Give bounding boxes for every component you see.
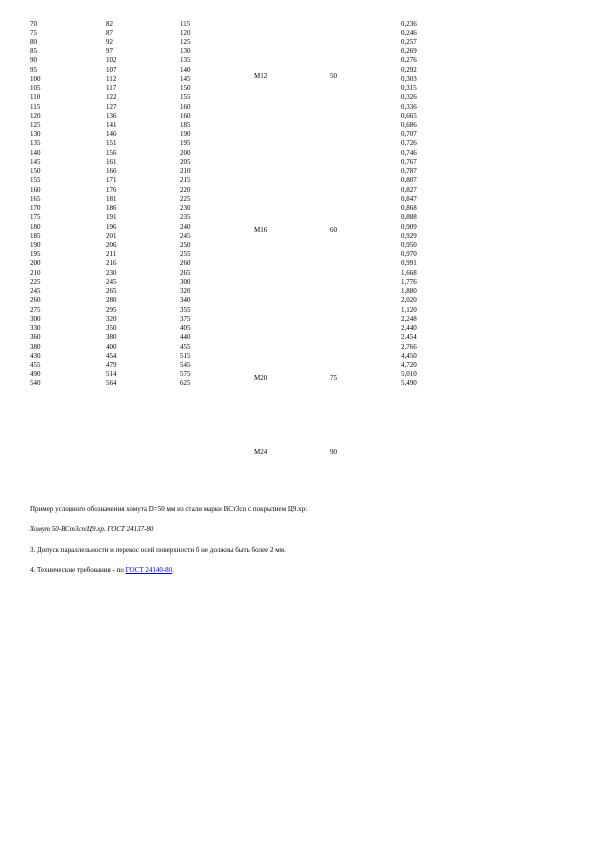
table-row [0,38,595,47]
table-cell: 380 [106,333,117,342]
table-cell: 0,292 [401,65,417,74]
table-cell: 1,668 [401,268,417,277]
table-cell: 140 [30,148,41,157]
table-cell: 211 [106,250,117,259]
table-cell: 455 [180,342,191,351]
table-cell: 0,827 [401,185,417,194]
table-cell: 255 [180,250,191,259]
table-row [0,370,595,379]
table-cell: 0,707 [401,130,417,139]
table-cell: 160 [180,102,191,111]
table-cell: 130 [180,47,191,56]
table-cell: 350 [106,324,117,333]
table-cell: 260 [180,259,191,268]
table-cell: 206 [106,241,117,250]
table-cell: 230 [106,268,117,277]
designation-formula-text: Хомут 50-ВСт3сп/Ц9.хр. ГОСТ 24137-80 [30,525,154,533]
table-cell: 545 [180,361,191,369]
group-value-label: 90 [330,448,337,456]
table-cell: 405 [180,324,191,333]
table-cell: 564 [106,379,117,388]
table-cell: 0,888 [401,213,417,222]
table-row [0,352,595,361]
table-row [0,195,595,204]
table-row [0,186,595,195]
table-row [0,232,595,241]
table-cell: 150 [30,167,41,176]
table-cell: 151 [106,139,117,148]
table-cell: 210 [30,268,41,277]
table-cell: 127 [106,102,117,111]
table-cell: 0,767 [401,157,417,166]
table-cell: 454 [106,351,117,360]
table-cell: 110 [30,93,41,102]
table-cell: 2,248 [401,314,417,323]
table-cell: 156 [106,148,117,157]
table-cell: 155 [180,93,191,102]
table-cell: 200 [180,148,191,157]
table-row [0,204,595,213]
table-cell: 181 [106,194,117,203]
table-cell: 210 [180,167,191,176]
table-cell: 320 [180,287,191,296]
table-cell: 176 [106,185,117,194]
table-cell: 115 [180,19,191,28]
table-cell: 625 [180,379,191,388]
table-cell: 0,686 [401,121,417,130]
table-row [0,324,595,333]
table-cell: 540 [30,379,41,388]
note-item-3: 3. Допуск параллельности и перекос осей поверхности б не должны быть более 2 мм. [30,546,286,554]
group-bolt-label: M24 [254,448,268,456]
table-cell: 195 [30,250,41,259]
table-cell: 205 [180,157,191,166]
table-cell: 0,269 [401,47,417,56]
table-cell: 220 [180,185,191,194]
table-cell: 0,847 [401,194,417,203]
table-row [0,213,595,222]
table-cell: 4,720 [401,361,417,369]
group-bolt-label: M20 [254,374,268,382]
table-cell: 171 [106,176,117,185]
table-cell: 260 [30,296,41,305]
table-cell: 136 [106,111,117,120]
table-cell: 0,746 [401,148,417,157]
table-cell: 515 [180,351,191,360]
table-cell: 165 [30,194,41,203]
table-cell: 82 [106,19,113,28]
table-row [0,84,595,93]
table-cell: 0,246 [401,28,417,37]
table-row [0,241,595,250]
table-cell: 575 [180,370,191,379]
table-row [0,56,595,65]
table-cell: 120 [30,111,41,120]
table-cell: 85 [30,47,37,56]
table-cell: 0,726 [401,139,417,148]
table-cell: 340 [180,296,191,305]
table-cell: 360 [30,333,41,342]
table-cell: 185 [180,121,191,130]
table-row [0,361,595,370]
table-row [0,269,595,278]
table-cell: 196 [106,222,117,231]
table-row [0,176,595,185]
table-cell: 0,326 [401,93,417,102]
table-cell: 275 [30,305,41,314]
table-cell: 320 [106,314,117,323]
table-cell: 295 [106,305,117,314]
table-cell: 186 [106,204,117,213]
table-cell: 191 [106,213,117,222]
note-item-4-prefix: 4. Технические требования - по [30,566,126,574]
table-cell: 265 [180,268,191,277]
note-item-4 [30,566,174,575]
table-row [0,158,595,167]
table-cell: 300 [30,314,41,323]
table-cell: 455 [30,361,41,369]
table-cell: 200 [30,259,41,268]
table-cell: 375 [180,314,191,323]
table-cell: 216 [106,259,117,268]
table-row [0,333,595,342]
table-cell: 240 [180,222,191,231]
note-item-4-suffix: . [172,566,174,574]
table-cell: 90 [30,56,37,65]
table-cell: 225 [30,277,41,286]
table-cell: 245 [30,287,41,296]
designation-example-text: Пример условного обозначения хомута D=50 мм из стали марки ВСт3сп с покрытием Ц9.хр: [30,505,308,513]
table-cell: 160 [180,111,191,120]
table-row [0,20,595,29]
table-cell: 140 [180,65,191,74]
table-cell: 195 [180,139,191,148]
table-cell: 0,950 [401,241,417,250]
table-cell: 1,776 [401,277,417,286]
gost-link[interactable]: ГОСТ 24140-80 [125,566,173,574]
table-cell: 0,303 [401,74,417,83]
table-cell: 0,929 [401,231,417,240]
table-row [0,47,595,56]
table-cell: 225 [180,194,191,203]
table-cell: 0,807 [401,176,417,185]
table-cell: 0,909 [401,222,417,231]
table-cell: 440 [180,333,191,342]
table-cell: 265 [106,287,117,296]
table-cell: 0,276 [401,56,417,65]
table-cell: 190 [180,130,191,139]
table-cell: 250 [180,241,191,250]
table-cell: 4,450 [401,351,417,360]
table-cell: 300 [180,277,191,286]
table-row [0,75,595,84]
table-cell: 125 [180,37,191,46]
table-cell: 180 [30,222,41,231]
group-bolt-label: M12 [254,72,268,80]
table-row [0,93,595,102]
table-cell: 80 [30,37,37,46]
table-cell: 0,665 [401,111,417,120]
table-cell: 75 [30,28,37,37]
table-cell: 146 [106,130,117,139]
table-cell: 166 [106,167,117,176]
table-row [0,306,595,315]
table-cell: 490 [30,370,41,379]
table-cell: 0,336 [401,102,417,111]
table-cell: 1,120 [401,305,417,314]
table-row [0,66,595,75]
table-cell: 400 [106,342,117,351]
table-cell: 0,970 [401,250,417,259]
table-row [0,139,595,148]
table-cell: 5,490 [401,379,417,388]
table-cell: 430 [30,351,41,360]
table-row [0,379,595,388]
group-value-label: 50 [330,72,337,80]
table-cell: 215 [180,176,191,185]
table-cell: 135 [180,56,191,65]
table-cell: 100 [30,74,41,83]
table-row [0,343,595,352]
table-cell: 95 [30,65,37,74]
table-row [0,296,595,305]
table-cell: 2,020 [401,296,417,305]
table-cell: 87 [106,28,113,37]
table-row [0,121,595,130]
table-row [0,112,595,121]
table-cell: 185 [30,231,41,240]
group-value-label: 60 [330,226,337,234]
table-cell: 102 [106,56,117,65]
table-cell: 115 [30,102,41,111]
table-row [0,250,595,259]
table-row [0,278,595,287]
table-cell: 141 [106,121,117,130]
table-row [0,223,595,232]
table-cell: 145 [30,157,41,166]
table-cell: 122 [106,93,117,102]
table-cell: 355 [180,305,191,314]
group-bolt-label: M16 [254,226,268,234]
table-cell: 160 [30,185,41,194]
table-row [0,149,595,158]
table-cell: 92 [106,37,113,46]
group-value-label: 75 [330,374,337,382]
table-cell: 161 [106,157,117,166]
table-cell: 514 [106,370,117,379]
table-cell: 150 [180,84,191,93]
table-cell: 0,315 [401,84,417,93]
table-cell: 245 [180,231,191,240]
table-row [0,287,595,296]
table-cell: 175 [30,213,41,222]
table-cell: 105 [30,84,41,93]
table-cell: 235 [180,213,191,222]
table-cell: 117 [106,84,117,93]
table-cell: 245 [106,277,117,286]
table-row [0,130,595,139]
table-cell: 190 [30,241,41,250]
table-row [0,29,595,38]
table-cell: 2,766 [401,342,417,351]
table-cell: 380 [30,342,41,351]
table-cell: 330 [30,324,41,333]
table-cell: 130 [30,130,41,139]
table-cell: 107 [106,65,117,74]
table-row [0,315,595,324]
table-cell: 0,257 [401,37,417,46]
table-cell: 70 [30,19,37,28]
table-cell: 112 [106,74,117,83]
table-cell: 0,236 [401,19,417,28]
table-cell: 0,868 [401,204,417,213]
table-cell: 0,787 [401,167,417,176]
table-row [0,167,595,176]
table-cell: 2,440 [401,324,417,333]
table-cell: 0,991 [401,259,417,268]
table-cell: 170 [30,204,41,213]
table-cell: 135 [30,139,41,148]
table-cell: 479 [106,361,117,369]
table-cell: 230 [180,204,191,213]
table-row [0,103,595,112]
table-cell: 155 [30,176,41,185]
table-cell: 125 [30,121,41,130]
table-cell: 97 [106,47,113,56]
table-cell: 280 [106,296,117,305]
table-cell: 120 [180,28,191,37]
table-cell: 1,880 [401,287,417,296]
table-cell: 2,454 [401,333,417,342]
table-cell: 201 [106,231,117,240]
table-row [0,259,595,268]
table-cell: 5,010 [401,370,417,379]
table-cell: 145 [180,74,191,83]
